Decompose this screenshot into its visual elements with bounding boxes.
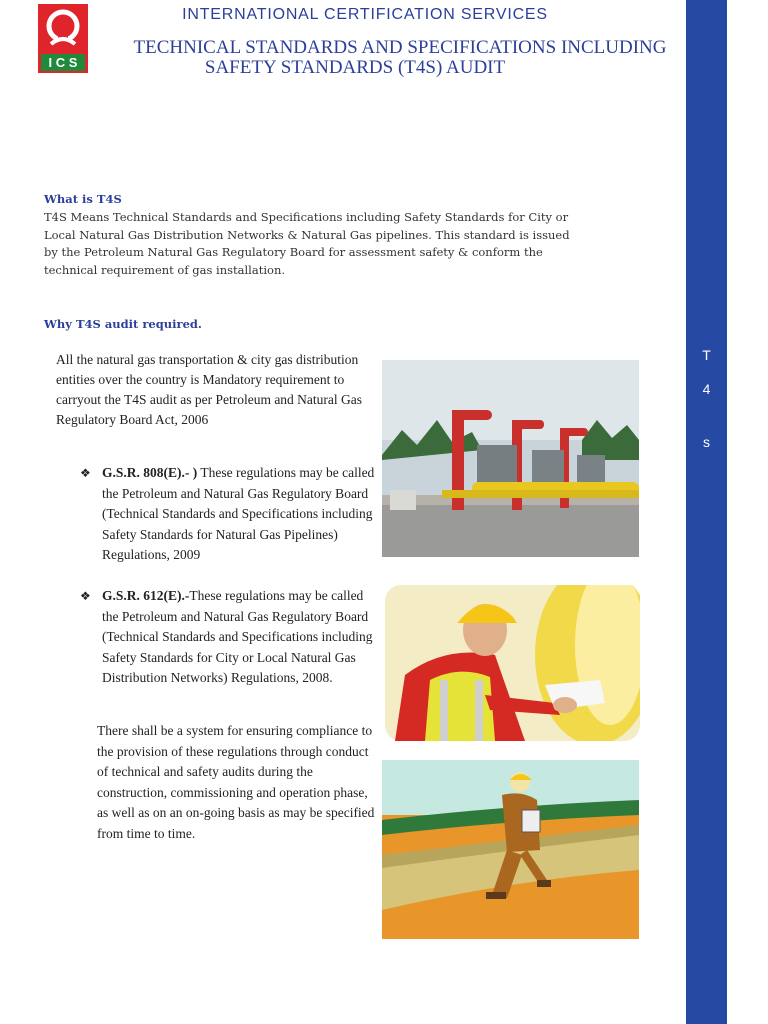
what-heading: What is T4S: [44, 192, 122, 206]
why-paragraph: All the natural gas transportation & city gas distribution entities over the country is Mandatory requirement to carryout the T4S audit as per Petroleum and Natural Gas Regulatory Board Act, 2006: [56, 352, 363, 427]
side-letter-4: 4: [702, 381, 711, 397]
what-body: T4S Means Technical Standards and Specifications including Safety Standards for City or Local Natural Gas Distribution Networks & Natural Gas pipelines. This standard is issued by the Petroleum Natural Gas Regulatory Board for assessment safety & conform the technical requirement of gas installation.: [44, 210, 570, 277]
regulation-code: G.S.R. 612(E).-: [102, 588, 190, 603]
compliance-paragraph: There shall be a system for ensuring compliance to the provision of these regulations through conduct of technical and safety audits during the construction, commissioning and operation phase, as well as on an on-going basis as may be specified from time to time.: [97, 723, 375, 841]
regulation-code: G.S.R. 808(E).- ): [102, 465, 198, 480]
regulation-item: [80, 463, 375, 566]
title-line-1: TECHNICAL STANDARDS AND SPECIFICATIONS INCLUDING: [133, 37, 667, 58]
gas-station-photo: [382, 360, 639, 557]
page-title: [120, 38, 680, 78]
side-banner: [686, 0, 727, 1024]
title-line-2: SAFETY STANDARDS (T4S) AUDIT: [204, 57, 506, 78]
side-letter-t: T: [702, 347, 711, 363]
why-heading: Why T4S audit required.: [44, 317, 202, 331]
diamond-bullet-icon: ❖: [80, 466, 91, 480]
diamond-bullet-icon: ❖: [80, 589, 91, 603]
logo-text: I C S: [48, 55, 78, 70]
engineer-inspection-photo: [385, 585, 640, 741]
org-name: INTERNATIONAL CERTIFICATION SERVICES: [182, 6, 548, 23]
regulation-text: These regulations may be called the Petroleum and Natural Gas Regulatory Board (Technical Standards and Specifications including Safety Standards for Natural Gas Pipelines) Regulations, 2009: [102, 465, 375, 562]
pipeline-inspector-illustration: [382, 760, 639, 939]
regulation-text: These regulations may be called the Petroleum and Natural Gas Regulatory Board (Technical Standards and Specifications including Safety Standards for City or Local Natural Gas Distribution Networks) Regulations, 2008.: [102, 588, 373, 685]
regulation-item: [80, 586, 375, 689]
side-letter-s: s: [703, 434, 710, 450]
ics-logo: [38, 4, 88, 73]
